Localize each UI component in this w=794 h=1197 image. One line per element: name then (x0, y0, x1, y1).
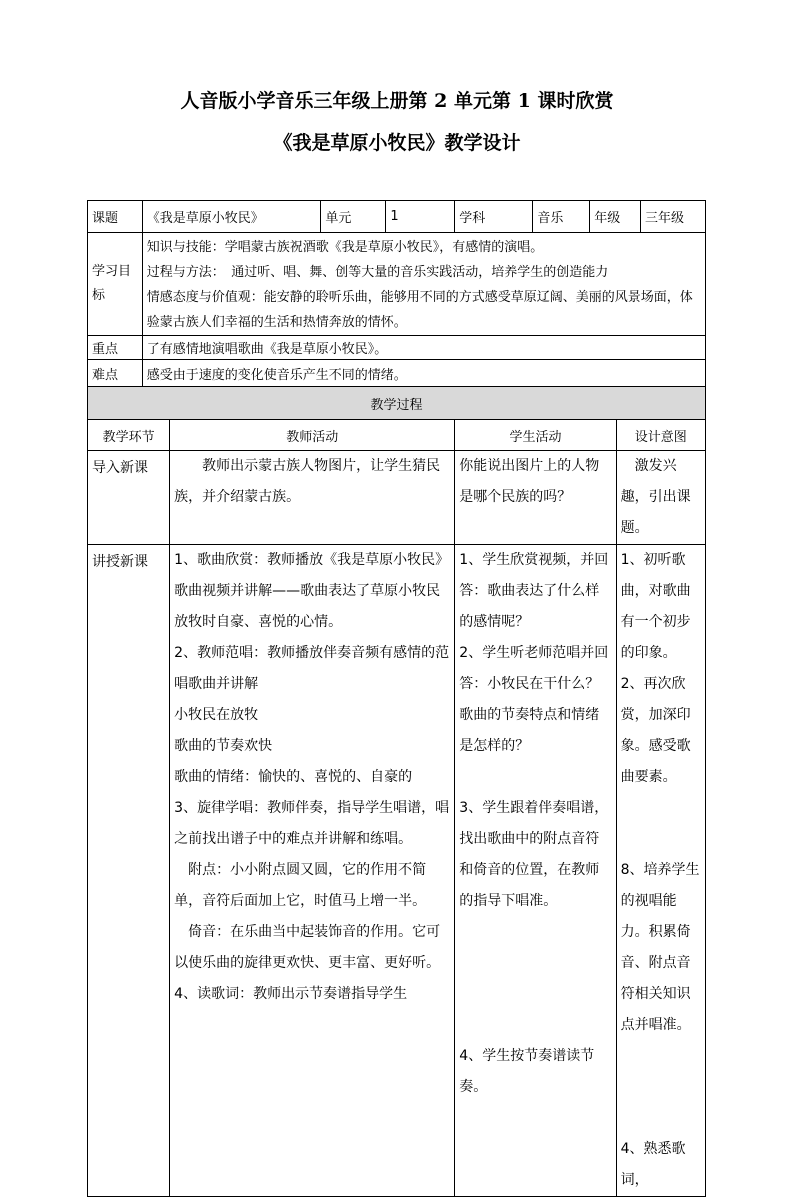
teacher-dotted-note: 附点：小小附点圆又圆，它的作用不简单，音符后面加上它，时值马上增一半。 (174, 862, 427, 909)
lesson-plan-table (87, 200, 706, 1197)
intent-step-2: 2、再次欣赏，加深印象。感受歌曲要素。 (620, 676, 691, 785)
header-stage: 教学环节 (88, 420, 170, 451)
key-label: 重点 (88, 336, 143, 360)
intro-student (455, 451, 616, 545)
difficulty-row (88, 360, 706, 387)
lesson-intent (616, 545, 705, 1197)
subject-value: 音乐 (533, 201, 590, 233)
student-step-2: 2、学生听老师范唱并回答：小牧民在干什么？歌曲的节奏特点和情绪是怎样的？ (459, 645, 609, 754)
lesson-teacher (170, 545, 455, 1197)
intent-step-3: 8、培养学生的视唱能力。积累倚音、附点音符相关知识点并唱准。 (620, 862, 700, 1033)
key-text: 了有感情地演唱歌曲《我是草原小牧民》。 (142, 336, 705, 360)
teacher-grace-note: 倚音：在乐曲当中起装饰音的作用。它可以使乐曲的旋律更欢快、更丰富、更好听。 (174, 924, 441, 971)
goal-knowledge: 知识与技能：学唱蒙古族祝酒歌《我是草原小牧民》，有感情的演唱。 (146, 240, 544, 255)
intent-step-4: 4、熟悉歌词， (620, 1141, 686, 1188)
intro-intent (616, 451, 705, 545)
header-student: 学生活动 (455, 420, 616, 451)
teacher-note-b: 歌曲的节奏欢快 (174, 738, 273, 754)
intro-student-text: 你能说出图片上的人物是哪个民族的吗？ (459, 458, 600, 505)
intro-stage: 导入新课 (88, 451, 170, 545)
goals-label: 学习目标 (88, 233, 143, 336)
topic-value: 《我是草原小牧民》 (142, 201, 321, 233)
teacher-note-c: 歌曲的情绪：愉快的、喜悦的、自豪的 (174, 769, 413, 785)
header-intent: 设计意图 (616, 420, 705, 451)
student-step-1: 1、学生欣赏视频，并回答：歌曲表达了什么样的感情呢？ (459, 552, 609, 630)
process-title-row (88, 387, 706, 420)
student-step-4: 4、学生按节奏谱读节奏。 (459, 1048, 595, 1095)
teacher-step-3: 3、旋律学唱：教师伴奏，指导学生唱谱，唱之前找出谱子中的难点并讲解和练唱。 (174, 800, 450, 847)
key-row (88, 336, 706, 360)
document-subtitle: 《我是草原小牧民》教学设计 (273, 132, 521, 154)
teacher-note-a: 小牧民在放牧 (174, 707, 259, 723)
intro-teacher-text: 教师出示蒙古族人物图片，让学生猜民族，并介绍蒙古族。 (174, 458, 441, 505)
teacher-step-1: 1、歌曲欣赏：教师播放《我是草原小牧民》歌曲视频并讲解——歌曲表达了草原小牧民放牧时自豪、喜悦的心情。 (174, 552, 450, 630)
grade-label: 年级 (590, 201, 641, 233)
goals-row (88, 233, 706, 336)
process-title: 教学过程 (88, 387, 706, 420)
difficulty-text: 感受由于速度的变化使音乐产生不同的情绪。 (142, 360, 705, 387)
grade-value: 三年级 (640, 201, 705, 233)
lesson-stage: 讲授新课 (88, 545, 170, 1197)
student-step-3: 3、学生跟着伴奏唱谱，找出歌曲中的附点音符和倚音的位置，在教师的指导下唱准。 (459, 800, 609, 909)
goal-attitude: 情感态度与价值观：能安静的聆听乐曲，能够用不同的方式感受草原辽阔、美丽的风景场面，体验蒙古族人们幸福的生活和热情奔放的情怀。 (146, 290, 693, 330)
goals-content (142, 233, 705, 336)
unit-label: 单元 (321, 201, 386, 233)
lesson-student (455, 545, 616, 1197)
subject-label: 学科 (455, 201, 533, 233)
teacher-step-2: 2、教师范唱：教师播放伴奏音频有感情的范唱歌曲并讲解 (174, 645, 450, 692)
goal-process: 过程与方法： 通过听、唱、舞、创等大量的音乐实践活动，培养学生的创造能力 (146, 265, 609, 280)
lesson-row (88, 545, 706, 1197)
teacher-step-4: 4、读歌词：教师出示节奏谱指导学生 (174, 986, 408, 1002)
topic-label: 课题 (88, 201, 143, 233)
intro-row (88, 451, 706, 545)
unit-value: 1 (386, 201, 455, 233)
header-teacher: 教师活动 (170, 420, 455, 451)
intro-intent-text: 激发兴趣，引出课题。 (620, 458, 691, 536)
info-row (88, 201, 706, 233)
intro-teacher (170, 451, 455, 545)
intent-step-1: 1、初听歌曲，对歌曲有一个初步的印象。 (620, 552, 691, 661)
document-title: 人音版小学音乐三年级上册第 2 单元第 1 课时欣赏 (180, 90, 614, 112)
header-row (88, 420, 706, 451)
difficulty-label: 难点 (88, 360, 143, 387)
